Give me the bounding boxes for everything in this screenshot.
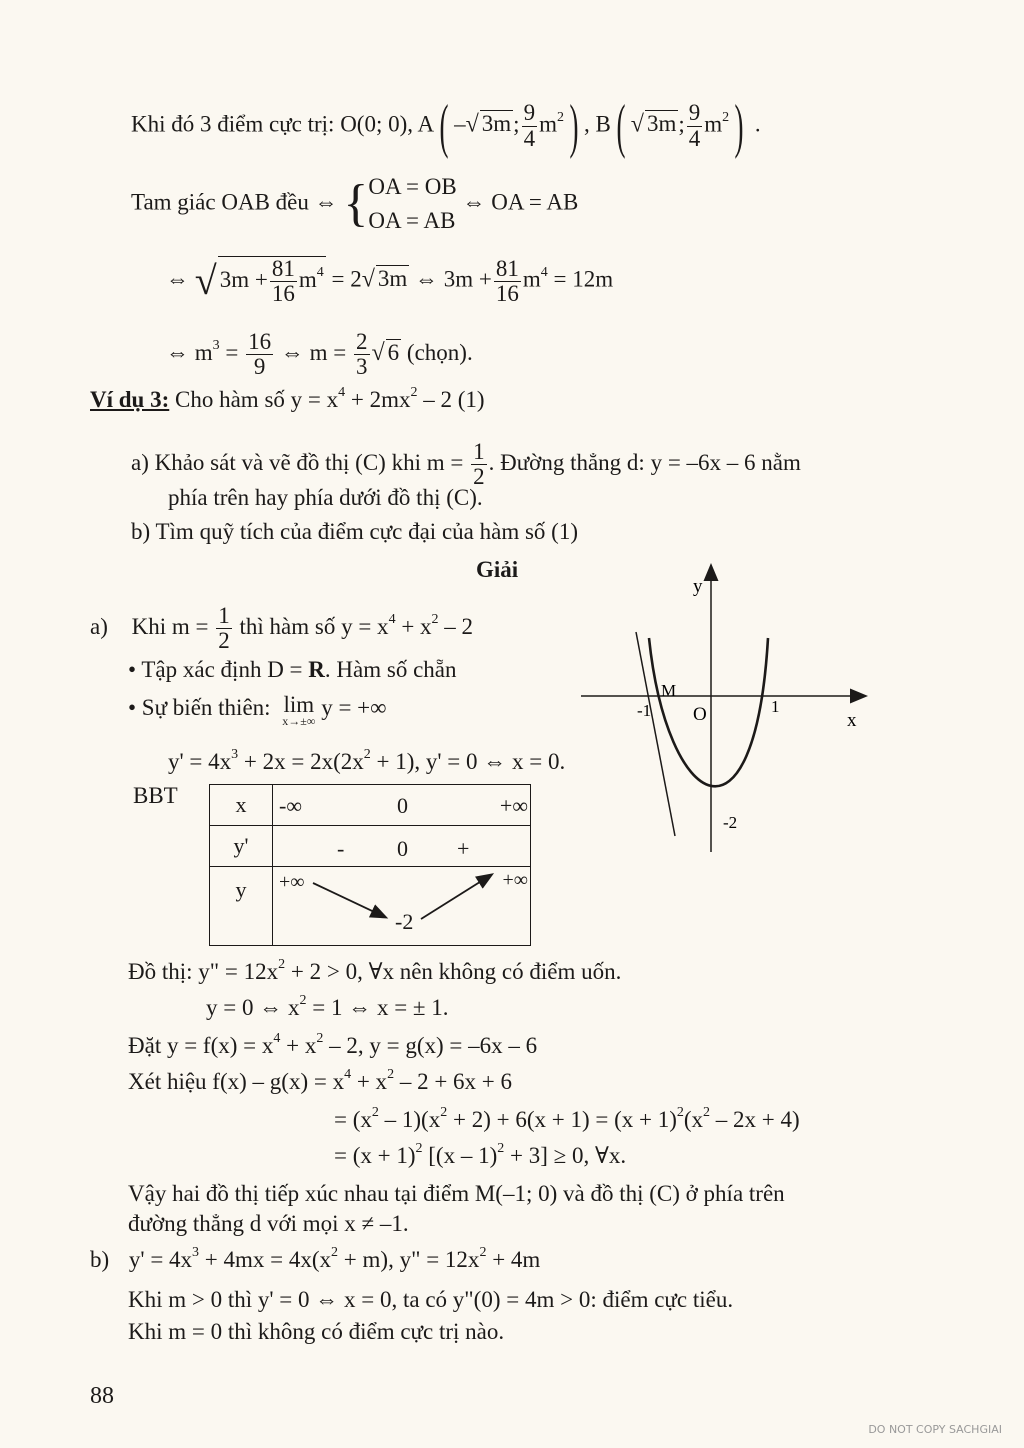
fraction	[471, 440, 487, 489]
part-b-line	[90, 1246, 540, 1274]
radicand	[218, 256, 326, 306]
fraction	[216, 604, 232, 653]
part-text: thì hàm số y = x	[239, 613, 389, 639]
bullet-text: • Sự biến thiên:	[128, 695, 271, 720]
paren: )	[734, 93, 744, 159]
row-header-yprime: y'	[210, 826, 273, 867]
term: + 1), y' = 0 ⇔ x = 0.	[376, 749, 566, 774]
question-text: a) Khảo sát và vẽ đồ thị (C) khi m =	[131, 449, 464, 475]
term: Đặt y = f(x) = x	[128, 1033, 274, 1058]
minus-sign: -	[337, 836, 345, 861]
curve	[649, 638, 768, 786]
paren: )	[569, 93, 579, 159]
graph-desc-4	[128, 1068, 512, 1096]
extrema-text: Khi đó 3 điểm cực trị: O(0; 0), A	[131, 111, 435, 137]
triangle-line	[131, 170, 578, 238]
point-m-label: M	[661, 681, 677, 700]
table-cell	[273, 785, 531, 826]
term: = (x + 1)	[334, 1143, 416, 1168]
denominator: 16	[271, 281, 295, 307]
derivative-line	[168, 748, 565, 776]
limit	[282, 694, 315, 726]
term: + x	[356, 1069, 388, 1094]
lim-sub: x→±∞	[282, 714, 316, 728]
term: [(x – 1)	[428, 1143, 498, 1168]
part-b-case-1: Khi m > 0 thì y' = 0 ⇔ x = 0, ta có y"(0) = 4m > 0: điểm cực tiểu.	[128, 1287, 734, 1312]
term: y' = 4x	[128, 1247, 193, 1272]
term: ⇔ 3m +	[415, 266, 492, 292]
graph-desc-2	[206, 994, 449, 1022]
plus-sign: +	[457, 836, 470, 861]
var-m: m	[704, 111, 723, 137]
term: + 4m	[492, 1247, 541, 1272]
bullet-text: . Hàm số chẵn	[324, 657, 457, 682]
term: = 12m	[553, 266, 614, 292]
denominator: 2	[473, 464, 485, 490]
exponent: 2	[410, 385, 418, 401]
part-b-case-2: Khi m = 0 thì không có điểm cực trị nào.	[128, 1319, 505, 1344]
x-label: x	[847, 710, 857, 731]
term: – 2 + 6x + 6	[399, 1069, 513, 1094]
radicand: 3m	[481, 111, 512, 137]
plus-infinity: +∞	[502, 869, 528, 891]
example-text: Cho hàm số y = x	[175, 387, 339, 412]
eq: =	[225, 339, 239, 365]
graph-desc-6	[334, 1142, 626, 1170]
exponent: 2	[278, 957, 286, 973]
part-text: + x	[401, 613, 432, 639]
brace: {	[343, 175, 369, 232]
row-header-x: x	[210, 785, 273, 826]
term: + 2) + 6(x + 1) = (x + 1)	[452, 1107, 677, 1132]
term: – 1)(x	[384, 1107, 441, 1132]
origin-label: O	[693, 704, 707, 725]
part-a-line	[90, 604, 473, 653]
question-a	[131, 440, 801, 489]
triangle-tail: ⇔ OA = AB	[462, 189, 579, 215]
term: + 2 > 0, ∀x nên không có điểm uốn.	[290, 959, 622, 984]
exponent: 4	[344, 1067, 352, 1083]
page-number: 88	[90, 1383, 114, 1409]
denominator: 2	[218, 628, 230, 654]
term: + m), y" = 12x	[343, 1247, 480, 1272]
variation-arrows	[273, 867, 529, 935]
term: (x	[683, 1107, 704, 1132]
paren: (	[439, 93, 449, 159]
plus-infinity: +∞	[499, 793, 528, 818]
term: 3m +	[219, 266, 268, 292]
exponent: 4	[273, 1031, 281, 1047]
lim-tail: y = +∞	[321, 695, 387, 720]
term: ⇔ m	[166, 339, 213, 365]
minus-infinity: -∞	[279, 793, 303, 818]
decreasing-arrow	[313, 883, 385, 917]
exponent: 3	[231, 747, 239, 763]
sqrt-sign: √	[361, 266, 375, 293]
table-row	[210, 867, 531, 946]
function-graph	[575, 560, 885, 860]
point-b-label: , B	[583, 111, 611, 137]
fraction	[246, 330, 273, 379]
row-header-y: y	[210, 867, 273, 946]
exponent: 2	[363, 747, 371, 763]
radicand: 3m	[377, 266, 408, 292]
part-label: a)	[90, 613, 108, 639]
plus-infinity: +∞	[279, 871, 305, 893]
lim-word: lim	[283, 692, 315, 717]
term: ⇔ m =	[280, 339, 347, 365]
term: + 2x = 2x(2x	[243, 749, 364, 774]
fraction	[687, 101, 703, 150]
radicand: 3m	[646, 111, 677, 137]
denominator: 4	[523, 125, 536, 151]
bullet-text: • Tập xác định D =	[128, 657, 309, 682]
table-row	[210, 785, 531, 826]
exponent: 2	[556, 109, 564, 125]
y-label: y	[693, 576, 703, 597]
sqrt-sign: √	[630, 111, 644, 138]
table-cell	[273, 867, 531, 946]
example-3-heading	[90, 386, 485, 414]
part-text: – 2	[444, 613, 474, 639]
domain-line	[128, 656, 457, 684]
numerator: 9	[688, 100, 701, 126]
term: + 4mx = 4x(x	[204, 1247, 332, 1272]
term: Xét hiệu f(x) – g(x) = x	[128, 1069, 345, 1094]
graph-desc-1	[128, 958, 621, 986]
conclusion-2: đường thẳng d với mọi x ≠ –1.	[128, 1211, 409, 1236]
tick-1: 1	[771, 697, 780, 716]
numerator: 2	[356, 329, 368, 354]
exponent: 2	[331, 1245, 339, 1261]
exponent: 4	[540, 264, 548, 280]
exponent: 2	[299, 993, 307, 1009]
exponent: 2	[722, 109, 730, 125]
bbt-label: BBT	[133, 783, 178, 808]
exponent: 2	[387, 1067, 395, 1083]
graph-desc-3	[128, 1032, 537, 1060]
table-cell	[273, 826, 531, 867]
equiv: ⇔	[166, 266, 189, 292]
fraction	[354, 330, 370, 379]
exponent: 4	[388, 612, 396, 628]
var-m: m	[539, 111, 557, 137]
system-eq-1: OA = OB	[368, 174, 457, 199]
exponent: 2	[371, 1105, 379, 1121]
term: Đồ thị: y" = 12x	[128, 959, 279, 984]
term: – 2, y = g(x) = –6x – 6	[329, 1033, 538, 1058]
conclusion-1: Vậy hai đồ thị tiếp xúc nhau tại điểm M(–1; 0) và đồ thị (C) ở phía trên	[128, 1181, 785, 1206]
denominator: 9	[253, 354, 266, 380]
part-text: Khi m =	[131, 613, 209, 639]
example-label: Ví dụ 3:	[90, 387, 170, 412]
numerator: 16	[248, 329, 272, 354]
fraction	[494, 257, 521, 306]
exponent: 2	[415, 1141, 423, 1157]
table-row	[210, 826, 531, 867]
term: = (x	[334, 1107, 372, 1132]
var-m: m	[298, 266, 317, 292]
exponent: 2	[497, 1141, 505, 1157]
increasing-arrow	[421, 875, 491, 919]
exponent: 2	[440, 1105, 448, 1121]
exponent: 2	[431, 612, 439, 628]
denominator: 16	[495, 280, 519, 306]
variation-table	[209, 784, 531, 946]
extrema-line: Khi đó 3 điểm cực trị: O(0; 0), A( –√ 3m; $\frac{9}{4}$ $m^2$) , B( √ 3m; $\frac{9}{4}$ $m^2$) .	[131, 93, 761, 159]
exponent: 2	[703, 1105, 711, 1121]
fraction	[522, 101, 538, 150]
sqrt-sign: √	[194, 258, 217, 304]
term: (chọn).	[406, 339, 473, 365]
min-label: -2	[723, 813, 738, 832]
numerator: 81	[495, 255, 519, 281]
part-label: b)	[90, 1247, 110, 1272]
term: = 1 ⇔ x = ± 1.	[312, 995, 449, 1020]
term: y' = 4x	[168, 749, 232, 774]
term: y = 0 ⇔ x	[206, 995, 300, 1020]
zero: 0	[397, 793, 408, 818]
denominator: 3	[356, 354, 368, 380]
equation-line-3	[166, 256, 613, 306]
paren: (	[616, 93, 626, 159]
exponent: 2	[316, 1031, 324, 1047]
system	[368, 170, 456, 238]
exponent: 3	[192, 1245, 200, 1261]
tick-neg1: -1	[637, 701, 652, 720]
sqrt-sign: √	[465, 111, 479, 138]
system-eq-2: OA = AB	[368, 208, 456, 233]
eq: = 2	[331, 266, 362, 292]
solution-heading: Giải	[476, 557, 519, 582]
term: – 2x + 4)	[715, 1107, 800, 1132]
graph-desc-5	[334, 1106, 800, 1134]
denominator: 4	[688, 125, 701, 151]
zero: 0	[397, 836, 408, 861]
numerator: 1	[218, 603, 230, 628]
exponent: 2	[676, 1105, 684, 1121]
reals-symbol: R	[308, 657, 325, 682]
equation-line-4	[166, 330, 473, 379]
question-text: . Đường thẳng d: y = –6x – 6 nằm	[488, 449, 801, 475]
minimum-value: -2	[395, 909, 414, 934]
exponent: 2	[479, 1245, 487, 1261]
radicand: 6	[387, 339, 400, 365]
question-b: b) Tìm quỹ tích của điểm cực đại của hàm số (1)	[131, 519, 578, 544]
question-a-cont: phía trên hay phía dưới đồ thị (C).	[168, 485, 483, 510]
term: + x	[286, 1033, 317, 1058]
variation-line	[128, 694, 387, 726]
var-m: m	[522, 266, 541, 292]
sqrt-sign: √	[371, 339, 385, 366]
numerator: 9	[523, 100, 536, 126]
example-text: – 2 (1)	[423, 387, 485, 412]
term: + 3] ≥ 0, ∀x.	[510, 1143, 627, 1168]
exponent: 3	[212, 338, 220, 354]
triangle-text: Tam giác OAB đều ⇔	[131, 189, 338, 215]
exponent: 4	[338, 385, 346, 401]
example-text: + 2mx	[350, 387, 411, 412]
numerator: 81	[271, 256, 295, 281]
exponent: 4	[316, 265, 324, 281]
fraction	[270, 257, 297, 306]
numerator: 1	[473, 439, 485, 464]
watermark-logo: DO NOT COPY SACHGIAI	[868, 1423, 1002, 1436]
